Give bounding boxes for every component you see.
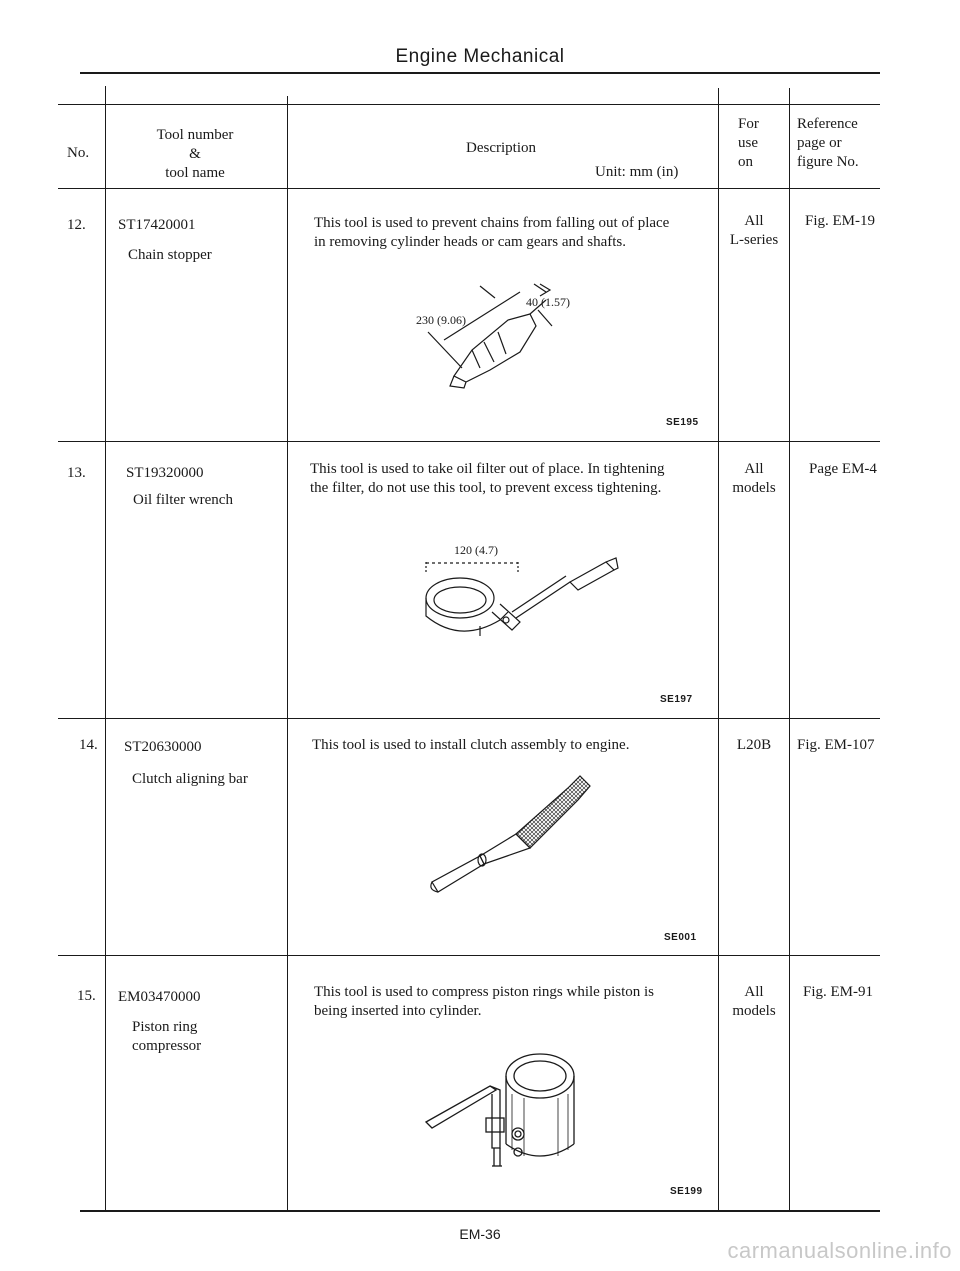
row-12-dim-2: 40 (1.57) [526,295,570,309]
row-13-desc-line1: This tool is used to take oil filter out of place. In tightening [310,461,665,477]
row-14-fig-code: SE001 [664,932,697,943]
row-14-use-line1: L20B [736,737,772,753]
page-header: Engine Mechanical [395,46,565,67]
header-reference [797,115,859,172]
col-rule-4 [789,88,790,1210]
row-12-reference: Fig. EM-19 [805,213,876,229]
row-15-desc-line1: This tool is used to compress piston rings while piston is [314,984,654,1000]
row-14-desc-line1: This tool is used to install clutch assembly to engine. [312,737,630,753]
header-for-use [738,115,759,172]
row-divider-1 [58,441,880,442]
row-15-reference: Fig. EM-91 [803,984,874,1000]
row-14-no: 14. [79,737,98,753]
row-15-fig-code: SE199 [670,1186,703,1197]
row-14-tool-number: ST20630000 [124,739,202,755]
row-15-tool-name-line2: compressor [132,1038,202,1054]
row-12-use-line1: All [744,213,764,229]
header-tool-line2: & [189,146,201,162]
header-tool [110,126,280,183]
row-15-tool-number: EM03470000 [118,989,201,1005]
row-divider-3 [58,955,880,956]
row-13-description [310,460,665,498]
header-tool-line3: tool name [165,165,225,181]
header-reference-line1: Reference [797,116,858,132]
row-15-tool-name-line1: Piston ring [132,1019,198,1035]
row-13-tool-number: ST19320000 [126,465,204,481]
clutch-aligning-bar-illustration [420,768,600,898]
header-for-use-line3: on [738,154,753,170]
col-rule-1 [105,86,106,1210]
piston-ring-compressor-illustration [420,1050,590,1174]
row-13-desc-line2: the filter, do not use this tool, to prevent excess tightening. [310,480,662,496]
table-top-rule [58,104,880,105]
row-13-use-line2: models [732,480,776,496]
header-reference-line3: figure No. [797,154,859,170]
row-15-tool-name [132,1018,201,1056]
row-13-fig-code: SE197 [660,694,693,705]
row-13-use [722,460,786,498]
header-unit: Unit: mm (in) [595,164,679,180]
page-number: EM-36 [459,1226,501,1242]
row-13-dim-1: 120 (4.7) [454,543,498,557]
row-12-fig-code: SE195 [666,417,699,428]
row-14-description [312,736,629,755]
row-12-tool-number: ST17420001 [118,217,196,233]
oil-filter-wrench-illustration [420,532,640,642]
row-14-reference: Fig. EM-107 [797,737,875,753]
header-reference-line2: page or [797,135,842,151]
row-15-no: 15. [77,988,96,1004]
row-14-tool-name: Clutch aligning bar [132,771,248,787]
header-no: No. [67,145,90,161]
watermark: carmanualsonline.info [727,1238,952,1263]
row-12-no: 12. [67,217,86,233]
header-tool-line1: Tool number [156,127,234,143]
row-15-use [722,983,786,1021]
row-13-tool-name: Oil filter wrench [133,492,233,508]
row-12-tool-name: Chain stopper [128,247,212,263]
table-bottom-rule [80,1210,880,1212]
col-rule-2 [287,96,288,1210]
header-rule [80,72,880,74]
row-13-reference: Page EM-4 [809,461,877,477]
row-12-desc-line2: in removing cylinder heads or cam gears and shafts. [314,234,626,250]
row-13-no: 13. [67,465,86,481]
row-12-use [722,212,786,250]
row-divider-2 [58,718,880,719]
row-15-description [314,983,654,1021]
row-12-use-line2: L-series [729,232,779,248]
header-for-use-line2: use [738,135,758,151]
chain-stopper-illustration [380,270,580,400]
row-13-use-line1: All [744,461,764,477]
col-rule-3 [718,88,719,1210]
header-description: Description [466,140,536,156]
row-15-use-line1: All [744,984,764,1000]
row-15-desc-line2: being inserted into cylinder. [314,1003,482,1019]
header-for-use-line1: For [738,116,759,132]
row-12-desc-line1: This tool is used to prevent chains from falling out of place [314,215,670,231]
row-12-dim-1: 230 (9.06) [416,313,466,327]
table-header-rule [58,188,880,189]
row-14-use [722,736,786,755]
row-15-use-line2: models [732,1003,776,1019]
row-12-description [314,214,669,252]
